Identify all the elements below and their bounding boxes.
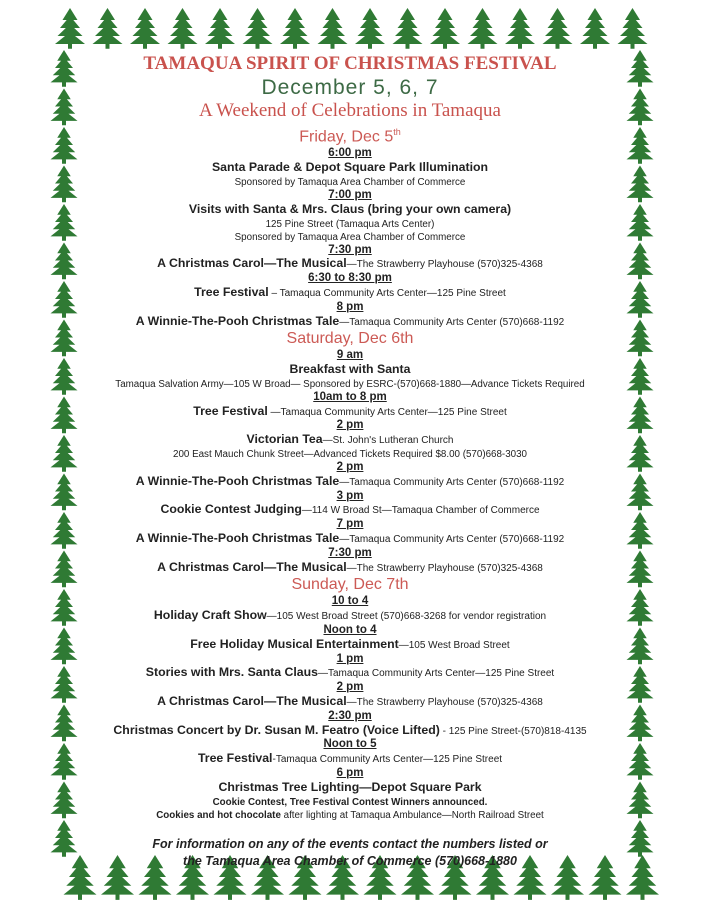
tree-icon bbox=[627, 204, 654, 241]
tree-icon bbox=[51, 320, 78, 357]
event-title: Christmas Tree Lighting—Depot Square Park bbox=[218, 779, 482, 794]
event-time: 8 pm bbox=[336, 300, 364, 313]
event-line bbox=[85, 203, 615, 218]
event-extra-line bbox=[85, 796, 615, 809]
event-title: Tree Festival bbox=[194, 284, 269, 299]
tree-icon bbox=[51, 50, 78, 87]
tree-icon bbox=[51, 435, 78, 472]
event-line bbox=[85, 666, 615, 681]
event-title: Tree Festival bbox=[193, 403, 268, 418]
event-title: Holiday Craft Show bbox=[153, 608, 267, 623]
event-line bbox=[85, 752, 615, 767]
event-detail: —Tamaqua Community Arts Center—125 Pine Street bbox=[317, 668, 555, 680]
tree-icon bbox=[51, 127, 78, 164]
event-title: Tree Festival bbox=[197, 751, 273, 766]
tree-icon bbox=[430, 8, 460, 49]
event-extra-bold: Cookie Contest, Tree Festival Contest Winners announced. bbox=[212, 796, 488, 808]
event-time: 7:30 pm bbox=[328, 546, 372, 559]
tree-icon bbox=[51, 281, 78, 318]
event-time: 10 to 4 bbox=[331, 595, 369, 608]
event-time: 1 pm bbox=[336, 652, 364, 665]
event-title: Visits with Santa & Mrs. Claus (bring your own camera) bbox=[188, 201, 512, 216]
tree-icon bbox=[51, 474, 78, 511]
tree-icon bbox=[51, 204, 78, 241]
tree-icon bbox=[627, 281, 654, 318]
contact-line-1: For information on any of the events contact the numbers listed or bbox=[152, 836, 548, 851]
event-extra-text: Sponsored by Tamaqua Area Chamber of Commerce bbox=[234, 231, 466, 243]
event-extra-text: 200 East Mauch Chunk Street—Advanced Tickets Required $8.00 (570)668-3030 bbox=[173, 449, 527, 461]
event-line bbox=[85, 695, 615, 710]
tree-icon bbox=[618, 8, 648, 49]
tree-icon bbox=[51, 512, 78, 549]
event-title: Santa Parade & Depot Square Park Illumination bbox=[211, 160, 489, 175]
event-title: A Christmas Carol—The Musical bbox=[157, 559, 347, 574]
event-title: Free Holiday Musical Entertainment bbox=[190, 636, 399, 651]
tree-icon bbox=[627, 512, 654, 549]
event-detail: —Tamaqua Community Arts Center—125 Pine Street bbox=[267, 406, 507, 418]
event-detail: —105 West Broad Street bbox=[398, 639, 510, 651]
tree-icon bbox=[55, 8, 85, 49]
event-title: Breakfast with Santa bbox=[289, 362, 411, 377]
tree-icon bbox=[627, 628, 654, 665]
tree-icon bbox=[627, 743, 654, 780]
event-title: A Winnie-The-Pooh Christmas Tale bbox=[135, 473, 340, 488]
event-time: 2:30 pm bbox=[328, 709, 372, 722]
event-extra-text: after lighting at Tamaqua Ambulance—North Railroad Street bbox=[280, 809, 544, 821]
event-time: 6:00 pm bbox=[328, 147, 372, 160]
event-detail: —105 West Broad Street (570)668-3268 for vendor registration bbox=[266, 611, 547, 623]
event-time: 9 am bbox=[336, 349, 364, 362]
tree-icon bbox=[627, 243, 654, 280]
tree-icon bbox=[580, 8, 610, 49]
schedule bbox=[85, 122, 615, 822]
event-detail: —Tamaqua Community Arts Center (570)668-1192 bbox=[339, 316, 565, 328]
event-line bbox=[85, 257, 615, 272]
event-line bbox=[85, 433, 615, 448]
day-heading bbox=[85, 575, 615, 595]
tree-icon bbox=[51, 397, 78, 434]
event-extra-text: 125 Pine Street (Tamaqua Arts Center) bbox=[265, 218, 435, 230]
event-detail: —The Strawberry Playhouse (570)325-4368 bbox=[346, 697, 543, 709]
event-time: 3 pm bbox=[336, 489, 364, 502]
event-time: 6:30 to 8:30 pm bbox=[308, 272, 392, 285]
event-title: A Winnie-The-Pooh Christmas Tale bbox=[135, 313, 340, 328]
day-label: Friday, Dec 5 bbox=[299, 128, 394, 146]
tree-icon bbox=[627, 820, 654, 857]
event-line bbox=[85, 161, 615, 176]
tree-icon bbox=[627, 320, 654, 357]
event-time: Noon to 5 bbox=[323, 738, 377, 751]
event-extra-line bbox=[85, 378, 615, 391]
tree-icon bbox=[51, 782, 78, 819]
event-extra-text: Sponsored by Tamaqua Area Chamber of Commerce bbox=[234, 176, 466, 188]
event-detail: —The Strawberry Playhouse (570)325-4368 bbox=[346, 562, 543, 574]
flyer-content bbox=[85, 52, 615, 870]
tree-icon bbox=[93, 8, 123, 49]
tree-icon bbox=[130, 8, 160, 49]
tree-icon bbox=[627, 89, 654, 126]
tree-icon bbox=[505, 8, 535, 49]
event-line bbox=[85, 503, 615, 518]
event-extra-text: Tamaqua Salvation Army—105 W Broad— Sponsored by ESRC-(570)668-1880—Advance Tickets Required bbox=[115, 378, 585, 390]
event-detail: -Tamaqua Community Arts Center—125 Pine Street bbox=[272, 754, 503, 766]
event-extra-bold: Cookies and hot chocolate bbox=[156, 809, 281, 821]
tree-icon bbox=[627, 50, 654, 87]
tree-icon bbox=[627, 358, 654, 395]
event-title: A Christmas Carol—The Musical bbox=[157, 694, 347, 709]
tree-icon bbox=[627, 397, 654, 434]
event-time: 2 pm bbox=[336, 681, 364, 694]
event-line bbox=[85, 286, 615, 301]
event-line bbox=[85, 781, 615, 796]
event-title: A Christmas Carol—The Musical bbox=[157, 256, 347, 271]
tree-icon bbox=[51, 166, 78, 203]
tree-icon bbox=[627, 782, 654, 819]
tree-icon bbox=[51, 705, 78, 742]
tree-icon bbox=[543, 8, 573, 49]
event-time: 7 pm bbox=[336, 518, 364, 531]
day-label-suffix: th bbox=[393, 127, 401, 137]
tree-icon bbox=[51, 628, 78, 665]
tree-icon bbox=[627, 705, 654, 742]
event-line bbox=[85, 532, 615, 547]
event-title: A Winnie-The-Pooh Christmas Tale bbox=[135, 531, 340, 546]
tree-icon bbox=[627, 551, 654, 588]
event-time: 6 pm bbox=[336, 767, 364, 780]
event-detail: —114 W Broad St—Tamaqua Chamber of Commerce bbox=[301, 505, 540, 517]
contact-info bbox=[85, 836, 615, 870]
event-extra-line bbox=[85, 218, 615, 231]
tree-icon bbox=[627, 666, 654, 703]
tree-icon bbox=[627, 589, 654, 626]
event-extra-line bbox=[85, 809, 615, 822]
event-line bbox=[85, 475, 615, 490]
tree-icon bbox=[51, 743, 78, 780]
tree-icon bbox=[627, 474, 654, 511]
event-extra-line bbox=[85, 448, 615, 461]
event-time: 2 pm bbox=[336, 461, 364, 474]
tree-icon bbox=[280, 8, 310, 49]
event-detail: - 125 Pine Street-(570)818-4135 bbox=[439, 725, 587, 737]
tree-icon bbox=[51, 589, 78, 626]
event-title: Christmas Concert by Dr. Susan M. Featro (Voice Lifted) bbox=[113, 722, 440, 737]
festival-dates: December 5, 6, 7 bbox=[261, 76, 439, 99]
tree-icon bbox=[626, 855, 659, 900]
tree-icon bbox=[355, 8, 385, 49]
event-time: 10am to 8 pm bbox=[313, 390, 387, 403]
event-detail: —Tamaqua Community Arts Center (570)668-1192 bbox=[339, 534, 565, 546]
day-label: Sunday, Dec 7th bbox=[291, 576, 409, 594]
tree-icon bbox=[205, 8, 235, 49]
event-line bbox=[85, 405, 615, 420]
day-heading bbox=[85, 329, 615, 349]
event-time: Noon to 4 bbox=[323, 624, 377, 637]
event-title: Victorian Tea bbox=[246, 432, 323, 447]
day-heading bbox=[85, 122, 615, 147]
festival-title: TAMAQUA SPIRIT OF CHRISTMAS FESTIVAL bbox=[143, 53, 557, 74]
tree-icon bbox=[393, 8, 423, 49]
event-line bbox=[85, 561, 615, 576]
event-line bbox=[85, 363, 615, 378]
tree-icon bbox=[627, 435, 654, 472]
tree-icon bbox=[51, 666, 78, 703]
event-line bbox=[85, 315, 615, 330]
event-line bbox=[85, 724, 615, 739]
event-title: Cookie Contest Judging bbox=[160, 502, 302, 517]
event-detail: —The Strawberry Playhouse (570)325-4368 bbox=[346, 259, 543, 271]
tree-icon bbox=[243, 8, 273, 49]
event-time: 7:00 pm bbox=[328, 188, 372, 201]
tree-icon bbox=[51, 358, 78, 395]
tree-icon bbox=[51, 243, 78, 280]
contact-line-2: the Tamaqua Area Chamber of Commerce (570)668-1880 bbox=[183, 853, 517, 868]
tree-icon bbox=[51, 820, 78, 857]
event-title: Stories with Mrs. Santa Claus bbox=[145, 665, 318, 680]
tree-icon bbox=[318, 8, 348, 49]
event-extra-line bbox=[85, 231, 615, 244]
tree-icon bbox=[627, 166, 654, 203]
event-detail: – Tamaqua Community Arts Center—125 Pine Street bbox=[268, 287, 506, 299]
tree-icon bbox=[51, 551, 78, 588]
event-detail: —St. John's Lutheran Church bbox=[322, 435, 454, 447]
event-line bbox=[85, 609, 615, 624]
event-time: 2 pm bbox=[336, 419, 364, 432]
event-extra-line bbox=[85, 176, 615, 189]
event-time: 7:30 pm bbox=[328, 243, 372, 256]
tree-icon bbox=[627, 127, 654, 164]
event-detail: —Tamaqua Community Arts Center (570)668-1192 bbox=[339, 476, 565, 488]
festival-subtitle: A Weekend of Celebrations in Tamaqua bbox=[199, 100, 501, 121]
tree-icon bbox=[468, 8, 498, 49]
day-label: Saturday, Dec 6th bbox=[286, 330, 414, 348]
event-line bbox=[85, 638, 615, 653]
tree-icon bbox=[51, 89, 78, 126]
tree-icon bbox=[168, 8, 198, 49]
